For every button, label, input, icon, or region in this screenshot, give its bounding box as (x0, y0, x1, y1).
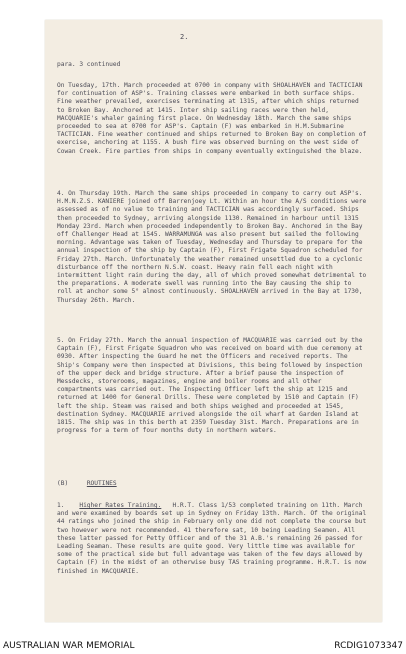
section-heading (57, 480, 117, 488)
paragraph: On Tuesday, 17th. March proceeded at 0700 in company with SHOALHAVEN and TACTICIAN for continuation of ASP's. Training classes were embarked in both surface ships. Fine weather prevailed, exercises terminating at 1315, after which ships returned to Broken Bay. Anchored at 1415. Inter ship sailing races were then held, MACQUARIE's whaler gaining first place. On Wednesday 18th. March the same ships proceeded to sea at 0700 for ASP's. Captain (F) was embarked in H.M.Submarine TACTICIAN. Fine weather continued and ships returned to Broken Bay on completion of exercise, anchoring at 1155. A bush fire was observed burning on the west side of Cowan Creek. Fire parties from ships in company eventually extinguished the blaze. (57, 82, 367, 155)
continuation-heading: para. 3 continued (57, 61, 121, 68)
footer-left-label: AUSTRALIAN WAR MEMORIAL (3, 641, 135, 651)
document-page (45, 20, 382, 622)
item-number: 1. (57, 502, 65, 509)
item-title: Higher Rates Training. (79, 502, 162, 509)
item-text: H.R.T. Class 1/53 completed training on 11th. March and were examined by boards set up in Sydney on Friday 13th. March. Of the original 44 ratings who joined the ship in February only one did not complete the course but two however were not recommended. 41 therefore sat, 10 being Leading Seamen. All these latter passed for Petty Officer and of the 31 A.B.'s remaining 26 passed for Leading Seaman. These results are quite good. Very little time was available for some of the practical side but full advantage was taken of the few days allowed by Captain (F) in the midst of an otherwise busy TAS training programme. H.R.T. is now finished in MACQUARIE. (57, 502, 367, 575)
footer-record-id: RCDIG1073347 (334, 641, 403, 651)
section-label: (B) (57, 480, 69, 487)
section-item (57, 502, 369, 576)
paragraph: 5. On Friday 27th. March the annual inspection of MACQUARIE was carried out by the Captain (F), First Frigate Squadron who was received on board with due ceremony at 0930. After inspecting the Guard he met the Officers and received reports. The Ship's Company were then inspected at Divisions, this being followed by inspection of the upper deck and bridge structure. After a brief pause the inspection of Messdecks, storerooms, magazines, engine and boiler rooms and all other compartments was carried out. The Inspecting Officer left the ship at 1215 and returned at 1400 for General Drills. These were completed by 1510 and Captain (F) left the ship. Steam was raised and both ships weighed and proceeded at 1545, destination Sydney. MACQUARIE arrived alongside the oil wharf at Garden Island at 1815. The ship was in this berth at 2359 Tuesday 31st. March. Preparations are in progress for a term of four months duty in northern waters. (57, 337, 363, 435)
paragraph: 4. On Thursday 19th. March the same ships proceeded in company to carry out ASP's. H.M.N.Z.S. KANIERE joined off Barrenjoey Lt. Within an hour the A/S conditions were assessed as of no value to training and TACTICIAN was accordingly surfaced. Ships then proceeded to Sydney, arriving alongside 1130. Remained in harbour until 1315 Monday 23rd. March when proceeded independently to Broken Bay. Anchored in the Bay off Challenger Head at 1545. WARRAMUNGA was also present but sailed the following morning. Advantage was taken of Tuesday, Wednesday and Thursday to prepare for the annual inspection of the ship by Captain (F), First Frigate Squadron scheduled for Friday 27th. March. Unfortunately the weather remained unsettled due to a cyclonic disturbance off the northern N.S.W. coast. Heavy rain fell each night with intermittent light rain during the day, all of which proved somewhat detrimental to the preparations. A moderate swell was running into the Bay causing the ship to roll at anchor some 5° almost continuously. SHOALHAVEN arrived in the Bay at 1730, Thursday 26th. March. (57, 190, 367, 304)
page-number: 2. (180, 33, 189, 41)
section-title: ROUTINES (86, 480, 117, 487)
